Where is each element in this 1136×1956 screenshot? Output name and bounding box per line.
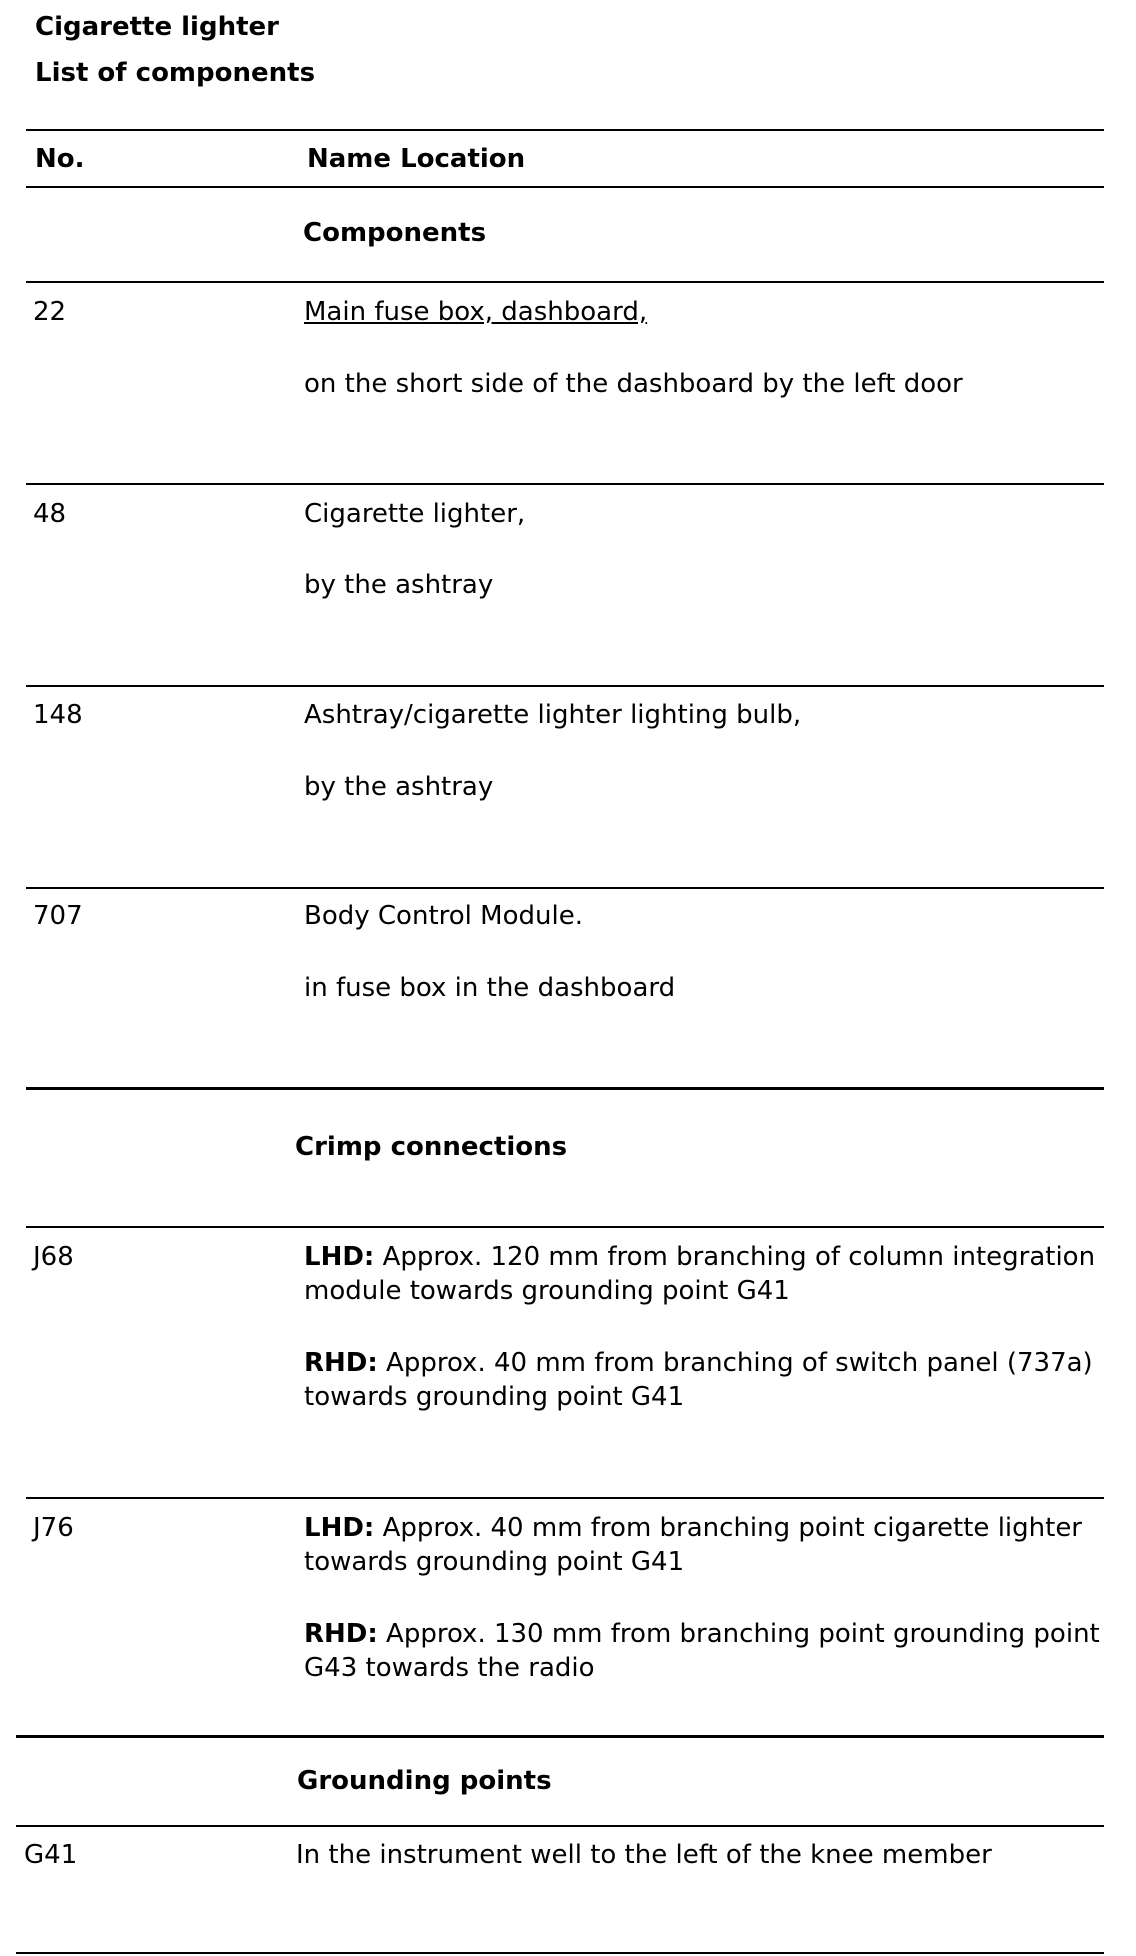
section-heading-crimp-connections: Crimp connections <box>295 1132 568 1162</box>
row-rule <box>26 483 1104 485</box>
crimp-rhd-description <box>304 1346 1114 1414</box>
crimp-lhd-description <box>304 1240 1114 1308</box>
grounding-location: In the instrument well to the left of the knee member <box>296 1840 992 1870</box>
row-rule <box>26 887 1104 889</box>
document-subtitle: List of components <box>35 58 316 88</box>
section-rule <box>16 1735 1104 1738</box>
section-heading-components: Components <box>303 218 487 248</box>
component-location: by the ashtray <box>304 772 494 802</box>
component-location: in fuse box in the dashboard <box>304 973 676 1003</box>
component-number: 48 <box>33 499 67 529</box>
component-number: 707 <box>33 901 83 931</box>
section-rule <box>26 1087 1104 1090</box>
row-rule <box>26 1497 1104 1499</box>
component-number: 22 <box>33 297 67 327</box>
crimp-lhd-description <box>304 1511 1114 1579</box>
grounding-number: G41 <box>24 1840 78 1870</box>
section-rule <box>16 1825 1104 1827</box>
rhd-text: Approx. 40 mm from branching of switch panel (737a) towards grounding point G41 <box>304 1348 1093 1412</box>
lhd-label: LHD: <box>304 1513 375 1543</box>
component-name-link[interactable]: Main fuse box, dashboard, <box>304 297 648 327</box>
crimp-number: J76 <box>33 1513 74 1543</box>
section-rule <box>26 1226 1104 1228</box>
row-rule <box>26 685 1104 687</box>
rhd-label: RHD: <box>304 1619 378 1649</box>
component-name: Cigarette lighter, <box>304 499 526 529</box>
component-name: Body Control Module. <box>304 901 583 931</box>
column-header-no: No. <box>35 144 85 174</box>
header-rule <box>26 186 1104 188</box>
rhd-text: Approx. 130 mm from branching point grounding point G43 towards the radio <box>304 1619 1100 1683</box>
crimp-rhd-description <box>304 1617 1114 1685</box>
table-top-rule <box>26 129 1104 131</box>
table-bottom-rule <box>16 1952 1104 1954</box>
crimp-number: J68 <box>33 1242 74 1272</box>
rhd-label: RHD: <box>304 1348 378 1378</box>
section-rule <box>26 281 1104 283</box>
component-location: on the short side of the dashboard by the left door <box>304 369 963 399</box>
component-location: by the ashtray <box>304 570 494 600</box>
lhd-text: Approx. 120 mm from branching of column integration module towards grounding point G41 <box>304 1242 1096 1306</box>
column-header-name-location: Name Location <box>307 144 526 174</box>
lhd-text: Approx. 40 mm from branching point cigarette lighter towards grounding point G41 <box>304 1513 1083 1577</box>
lhd-label: LHD: <box>304 1242 375 1272</box>
document-title: Cigarette lighter <box>35 12 279 42</box>
component-number: 148 <box>33 700 83 730</box>
component-name: Ashtray/cigarette lighter lighting bulb, <box>304 700 802 730</box>
section-heading-grounding-points: Grounding points <box>297 1766 552 1796</box>
